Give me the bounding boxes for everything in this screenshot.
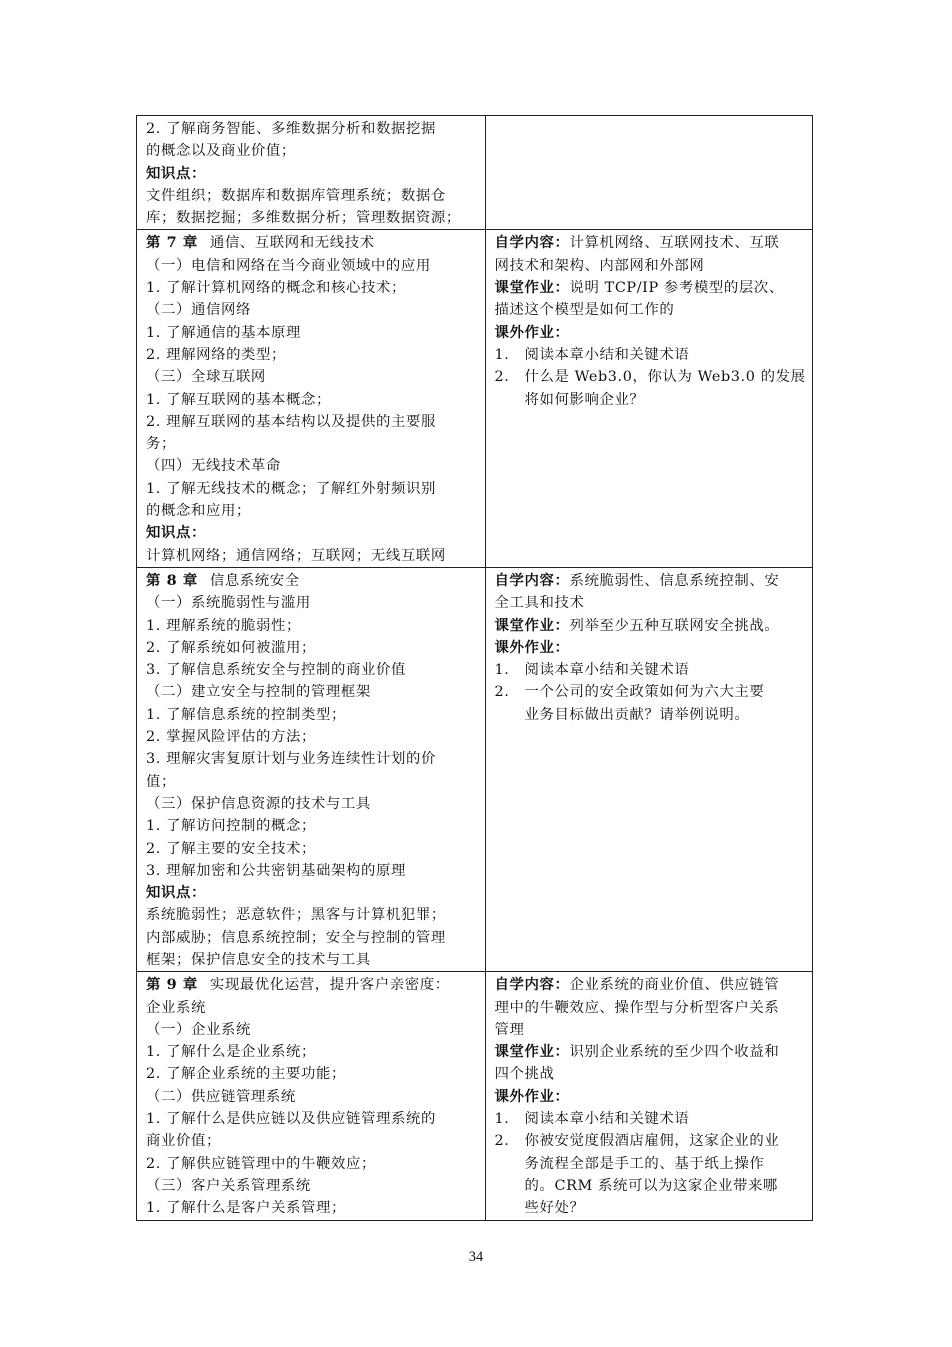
chapter-content-cell <box>137 230 486 567</box>
homework-item <box>495 659 806 681</box>
homework-text: 一个公司的安全政策如何为六大主要 <box>524 684 765 701</box>
knowledge-points-label: 知识点： <box>146 164 206 182</box>
classwork-text: 描述这个模型是如何工作的 <box>494 302 675 319</box>
homework-item <box>495 1130 806 1219</box>
knowledge-points-label: 知识点： <box>146 884 206 902</box>
self-study-label: 自学内容： <box>494 571 570 589</box>
knowledge-points-line: 系统脆弱性；恶意软件；黑客与计算机犯罪； <box>146 907 446 924</box>
assignment-cell <box>485 972 813 1220</box>
homework-number: 2. <box>494 1133 510 1150</box>
content-line: （一）系统脆弱性与滥用 <box>146 595 311 612</box>
knowledge-points-label: 知识点： <box>146 524 206 542</box>
chapter-title: 通信、互联网和无线技术 <box>209 235 375 252</box>
chapter-number: 第 7 章 <box>146 234 198 252</box>
content-line: 1. 了解什么是企业系统； <box>146 1044 317 1061</box>
content-line: 2. 了解商务智能、多维数据分析和数据挖据 <box>146 121 436 137</box>
content-line: 2. 理解网络的类型； <box>146 346 287 363</box>
self-study-text: 理中的牛鞭效应、操作型与分析型客户关系 <box>494 999 780 1016</box>
content-line: 商业价值； <box>146 1133 221 1150</box>
content-line: 1. 了解信息系统的控制类型； <box>146 706 346 723</box>
content-line: 2. 了解企业系统的主要功能； <box>146 1066 346 1083</box>
chapter-content-cell <box>137 116 486 230</box>
chapter-number: 第 9 章 <box>146 976 198 994</box>
homework-number: 2. <box>494 369 510 386</box>
homework-item <box>495 681 806 726</box>
self-study-text: 管理 <box>494 1021 525 1038</box>
homework-number: 1. <box>494 662 510 679</box>
classwork-label: 课堂作业： <box>494 616 570 634</box>
classwork-label: 课堂作业： <box>494 279 570 297</box>
homework-text: 阅读本章小结和关键术语 <box>524 346 690 363</box>
knowledge-points-line: 框架；保护信息安全的技术与工具 <box>146 951 371 968</box>
content-line: （三）客户关系管理系统 <box>146 1177 311 1194</box>
knowledge-points-line: 内部威胁；信息系统控制；安全与控制的管理 <box>146 929 446 946</box>
homework-text: 务流程全部是手工的、基于纸上操作 <box>524 1155 765 1172</box>
chapter-title-continued: 企业系统 <box>146 999 206 1016</box>
page-number: 34 <box>468 1249 484 1265</box>
homework-number: 1. <box>494 1111 510 1128</box>
knowledge-points-line: 文件组织；数据库和数据库管理系统；数据仓 <box>146 187 446 204</box>
content-line: 2. 了解系统如何被滥用； <box>146 639 317 656</box>
content-line: 1. 了解通信的基本原理 <box>146 324 302 341</box>
self-study-label: 自学内容： <box>494 234 570 252</box>
homework-text: 的。CRM 系统可以为这家企业带来哪 <box>524 1177 778 1194</box>
homework-text: 什么是 Web3.0，你认为 Web3.0 的发展 <box>524 369 806 386</box>
homework-number: 2. <box>494 684 510 701</box>
table-row <box>137 116 813 230</box>
content-line: 的概念以及商业价值； <box>146 143 296 160</box>
homework-item <box>495 366 806 411</box>
chapter-number: 第 8 章 <box>146 571 198 589</box>
assignment-cell <box>485 230 813 567</box>
content-line: 3. 理解加密和公共密钥基础架构的原理 <box>146 862 406 879</box>
table-row <box>137 567 813 971</box>
self-study-text: 计算机网络、互联网技术、互联 <box>569 235 780 252</box>
content-line: （一）电信和网络在当今商业领域中的应用 <box>146 257 431 274</box>
assignment-cell <box>485 567 813 971</box>
classwork-text: 识别企业系统的至少四个收益和 <box>569 1044 780 1061</box>
content-line: 值； <box>146 773 176 790</box>
chapter-content-cell <box>137 567 486 971</box>
content-line: 的概念和应用； <box>146 503 251 520</box>
assignment-cell <box>485 116 813 230</box>
self-study-text: 网技术和架构、内部网和外部网 <box>494 257 705 274</box>
classwork-text: 四个挑战 <box>494 1066 555 1083</box>
homework-text: 阅读本章小结和关键术语 <box>524 1111 690 1128</box>
knowledge-points-line: 库；数据挖掘；多维数据分析；管理数据资源； <box>146 210 461 227</box>
content-line: 1. 了解什么是供应链以及供应链管理系统的 <box>146 1111 436 1128</box>
content-line: 1. 了解什么是客户关系管理； <box>146 1200 346 1217</box>
classwork-text: 说明 TCP/IP 参考模型的层次、 <box>569 280 784 297</box>
homework-number: 1. <box>494 346 510 363</box>
syllabus-table <box>136 115 813 1221</box>
knowledge-points-line: 计算机网络；通信网络；互联网；无线互联网 <box>146 547 446 564</box>
content-line: （二）通信网络 <box>146 302 251 319</box>
homework-text: 将如何影响企业？ <box>524 391 645 408</box>
content-line: 2. 了解供应链管理中的牛鞭效应； <box>146 1155 376 1172</box>
classwork-text: 列举至少五种互联网安全挑战。 <box>569 617 780 634</box>
content-line: 2. 掌握风险评估的方法； <box>146 729 317 746</box>
chapter-title: 实现最优化运营，提升客户亲密度： <box>209 977 450 994</box>
content-line: （一）企业系统 <box>146 1021 251 1038</box>
table-row <box>137 972 813 1220</box>
homework-text: 阅读本章小结和关键术语 <box>524 662 690 679</box>
content-line: （四）无线技术革命 <box>146 458 281 475</box>
self-study-text: 企业系统的商业价值、供应链管 <box>569 977 780 994</box>
table-row <box>137 230 813 567</box>
content-line: 1. 了解无线技术的概念；了解红外射频识别 <box>146 480 436 497</box>
content-line: 1. 了解计算机网络的概念和核心技术； <box>146 280 406 297</box>
content-line: 2. 了解主要的安全技术； <box>146 840 317 857</box>
content-line: 1. 理解系统的脆弱性； <box>146 617 302 634</box>
content-line: 1. 了解互联网的基本概念； <box>146 391 332 408</box>
classwork-label: 课堂作业： <box>494 1043 570 1061</box>
self-study-label: 自学内容： <box>494 976 570 994</box>
content-line: 2. 理解互联网的基本结构以及提供的主要服 <box>146 413 436 430</box>
homework-item <box>495 344 806 366</box>
content-line: 务； <box>146 436 176 453</box>
homework-label: 课外作业： <box>494 323 570 341</box>
self-study-text: 全工具和技术 <box>494 595 585 612</box>
homework-label: 课外作业： <box>494 638 570 656</box>
chapter-content-cell <box>137 972 486 1220</box>
homework-item <box>495 1108 806 1130</box>
homework-text: 业务目标做出贡献？请举例说明。 <box>524 706 750 723</box>
content-line: 1. 了解访问控制的概念； <box>146 818 317 835</box>
homework-text: 些好处？ <box>524 1200 585 1217</box>
content-line: （二）供应链管理系统 <box>146 1088 296 1105</box>
homework-label: 课外作业： <box>494 1087 570 1105</box>
content-line: （三）保护信息资源的技术与工具 <box>146 795 371 812</box>
content-line: （二）建立安全与控制的管理框架 <box>146 684 371 701</box>
content-line: 3. 理解灾害复原计划与业务连续性计划的价 <box>146 751 436 768</box>
content-line: （三）全球互联网 <box>146 369 266 386</box>
homework-text: 你被安觉度假酒店雇佣，这家企业的业 <box>524 1133 780 1150</box>
chapter-title: 信息系统安全 <box>209 572 300 589</box>
content-line: 3. 了解信息系统安全与控制的商业价值 <box>146 662 406 679</box>
self-study-text: 系统脆弱性、信息系统控制、安 <box>569 572 780 589</box>
